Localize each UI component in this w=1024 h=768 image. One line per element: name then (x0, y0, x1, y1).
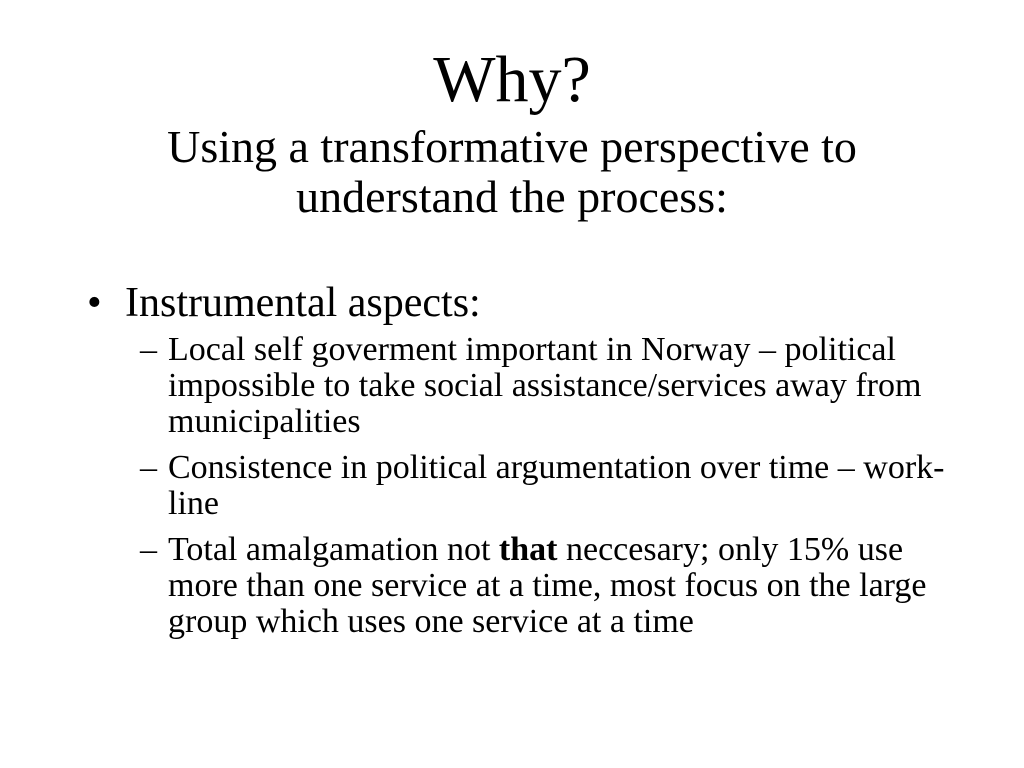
list-item (0, 332, 958, 440)
slide-subtitle (0, 122, 1024, 222)
list-item (0, 450, 958, 522)
list-item-text: Local self goverment important in Norway – political impossible to take social assistance/services away from municipalities (168, 331, 922, 440)
subtitle-line-2: understand the process: (296, 171, 728, 222)
list-item-text (168, 531, 926, 640)
dash-marker-icon: – (140, 531, 157, 568)
dash-marker-icon: – (140, 331, 157, 368)
title-block (0, 42, 1024, 222)
slide-title: Why? (433, 43, 591, 116)
list-item (0, 532, 958, 640)
subtitle-line-1: Using a transformative perspective to (167, 121, 857, 172)
bullet-level1 (0, 280, 1024, 326)
list-item-text-pre: Total amalgamation not (168, 531, 499, 568)
bullet-level2-list (0, 332, 1024, 640)
list-item-text-bold: that (498, 531, 558, 568)
dash-marker-icon: – (140, 449, 157, 486)
list-item-text: Consistence in political argumentation over time – work-line (168, 449, 945, 522)
bullet-level1-text: Instrumental aspects: (125, 280, 481, 326)
bullet-dot-icon: • (87, 280, 102, 326)
list-item-text-post: neccesary; only 15% use more than one service at a time, most focus on the large group which uses one service at a time (168, 531, 927, 640)
